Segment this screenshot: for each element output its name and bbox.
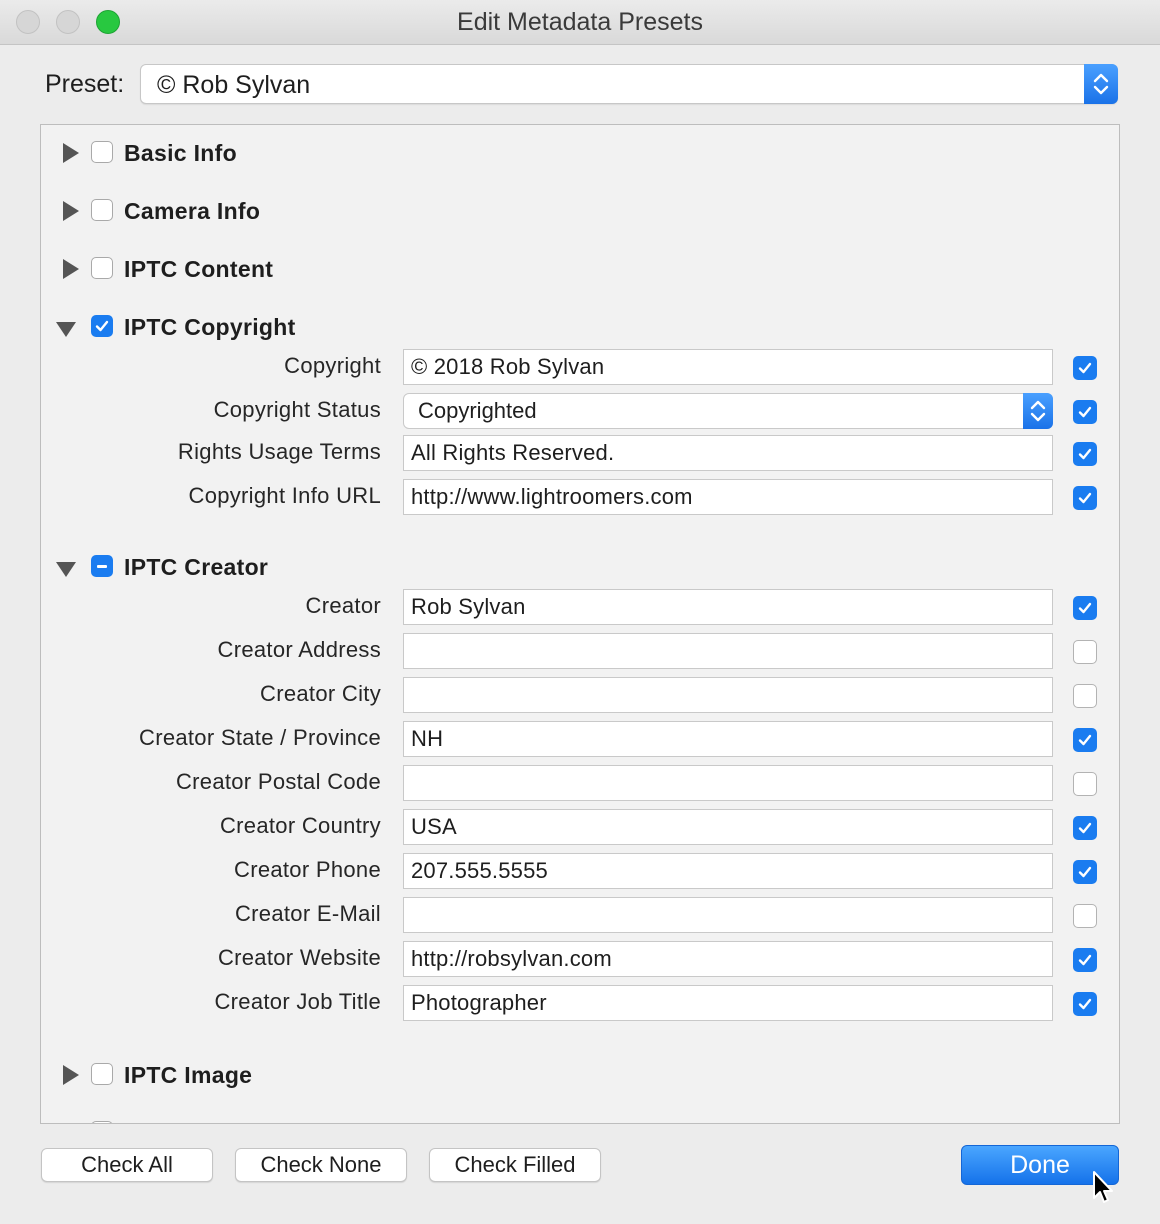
section-iptc-image[interactable] — [41, 1047, 1119, 1106]
section-iptc-copyright — [41, 299, 1119, 540]
field-checkbox[interactable] — [1073, 486, 1097, 510]
field-checkbox[interactable] — [1073, 860, 1097, 884]
field-checkbox[interactable] — [1073, 904, 1097, 928]
disclosure-right-icon[interactable] — [59, 200, 81, 222]
field-row-creator-postal-code — [41, 765, 1119, 801]
disclosure-right-icon[interactable] — [59, 142, 81, 164]
creator-postal-code-input[interactable] — [403, 765, 1053, 801]
field-row-creator-state — [41, 721, 1119, 757]
field-checkbox[interactable] — [1073, 816, 1097, 840]
window-title: Edit Metadata Presets — [457, 8, 703, 36]
metadata-sections-panel — [40, 124, 1120, 1124]
field-checkbox[interactable] — [1073, 772, 1097, 796]
field-label: Creator Job Title — [214, 989, 381, 1014]
field-row-copyright — [41, 349, 1119, 385]
field-label: Rights Usage Terms — [177, 439, 381, 464]
section-checkbox-mixed[interactable] — [91, 555, 113, 577]
section-next-partial[interactable] — [41, 1105, 1119, 1124]
section-checkbox[interactable] — [91, 1121, 113, 1124]
copyright-status-value: Copyrighted — [418, 398, 537, 423]
field-row-copyright-info-url — [41, 479, 1119, 515]
field-row-rights-usage-terms — [41, 435, 1119, 471]
field-checkbox[interactable] — [1073, 684, 1097, 708]
section-camera-info[interactable] — [41, 183, 1119, 242]
field-label: Creator Postal Code — [175, 769, 381, 794]
updown-arrows-icon — [1084, 64, 1118, 104]
field-checkbox[interactable] — [1073, 948, 1097, 972]
creator-state-input[interactable]: NH — [403, 721, 1053, 757]
section-checkbox[interactable] — [91, 257, 113, 279]
field-checkbox[interactable] — [1073, 728, 1097, 752]
section-title: Basic Info — [124, 140, 237, 166]
field-row-creator-address — [41, 633, 1119, 669]
preset-label: Preset: — [45, 70, 125, 98]
rights-usage-terms-input[interactable]: All Rights Reserved. — [403, 435, 1053, 471]
section-title: IPTC Image — [124, 1062, 253, 1088]
done-button[interactable]: Done — [961, 1145, 1119, 1185]
disclosure-right-icon[interactable] — [59, 1064, 81, 1086]
field-label: Creator Country — [219, 813, 381, 838]
creator-job-title-input[interactable]: Photographer — [403, 985, 1053, 1021]
section-iptc-content[interactable] — [41, 241, 1119, 300]
check-none-button[interactable]: Check None — [235, 1148, 407, 1182]
creator-address-input[interactable] — [403, 633, 1053, 669]
field-label: Creator Phone — [234, 857, 381, 882]
field-label: Creator Address — [217, 637, 381, 662]
section-title: IPTC Copyright — [124, 314, 296, 340]
field-label: Creator Website — [217, 945, 381, 970]
preset-select[interactable] — [140, 64, 1118, 104]
copyright-input[interactable]: © 2018 Rob Sylvan — [403, 349, 1053, 385]
creator-phone-input[interactable]: 207.555.5555 — [403, 853, 1053, 889]
creator-country-input[interactable]: USA — [403, 809, 1053, 845]
field-checkbox[interactable] — [1073, 596, 1097, 620]
field-label: Copyright Info URL — [188, 483, 381, 508]
field-row-creator-country — [41, 809, 1119, 845]
field-checkbox[interactable] — [1073, 442, 1097, 466]
section-checkbox[interactable] — [91, 1063, 113, 1085]
updown-arrows-icon — [1023, 393, 1053, 429]
field-row-creator — [41, 589, 1119, 625]
check-all-button[interactable]: Check All — [41, 1148, 213, 1182]
creator-email-input[interactable] — [403, 897, 1053, 933]
check-filled-button[interactable]: Check Filled — [429, 1148, 601, 1182]
minus-icon — [97, 565, 107, 568]
creator-input[interactable]: Rob Sylvan — [403, 589, 1053, 625]
field-row-creator-job-title — [41, 985, 1119, 1021]
section-basic-info[interactable] — [41, 125, 1119, 184]
field-label: Creator State / Province — [139, 725, 381, 750]
section-checkbox[interactable] — [91, 141, 113, 163]
field-row-creator-phone — [41, 853, 1119, 889]
title-bar — [0, 0, 1160, 45]
field-label: Creator City — [260, 681, 381, 706]
disclosure-right-icon[interactable] — [59, 258, 81, 280]
disclosure-down-icon[interactable] — [55, 318, 77, 340]
field-label: Creator — [305, 593, 381, 618]
field-row-copyright-status — [41, 393, 1119, 429]
preset-value: © Rob Sylvan — [157, 71, 311, 99]
section-checkbox[interactable] — [91, 199, 113, 221]
field-label: Copyright Status — [213, 397, 381, 422]
copyright-status-select[interactable] — [403, 393, 1053, 429]
disclosure-down-icon[interactable] — [55, 558, 77, 580]
field-checkbox[interactable] — [1073, 640, 1097, 664]
section-title: IPTC Content — [124, 256, 274, 282]
section-title: Camera Info — [124, 198, 261, 224]
field-row-creator-website — [41, 941, 1119, 977]
creator-website-input[interactable]: http://robsylvan.com — [403, 941, 1053, 977]
field-row-creator-email — [41, 897, 1119, 933]
section-title: IPTC Creator — [124, 554, 269, 580]
field-label: Creator E-Mail — [234, 901, 381, 926]
mouse-pointer-icon — [1092, 1170, 1116, 1206]
field-checkbox[interactable] — [1073, 992, 1097, 1016]
section-checkbox[interactable] — [91, 315, 113, 337]
creator-city-input[interactable] — [403, 677, 1053, 713]
field-checkbox[interactable] — [1073, 356, 1097, 380]
field-checkbox[interactable] — [1073, 400, 1097, 424]
field-row-creator-city — [41, 677, 1119, 713]
field-label: Copyright — [284, 353, 381, 378]
copyright-info-url-input[interactable]: http://www.lightroomers.com — [403, 479, 1053, 515]
section-iptc-creator — [41, 539, 1119, 1048]
